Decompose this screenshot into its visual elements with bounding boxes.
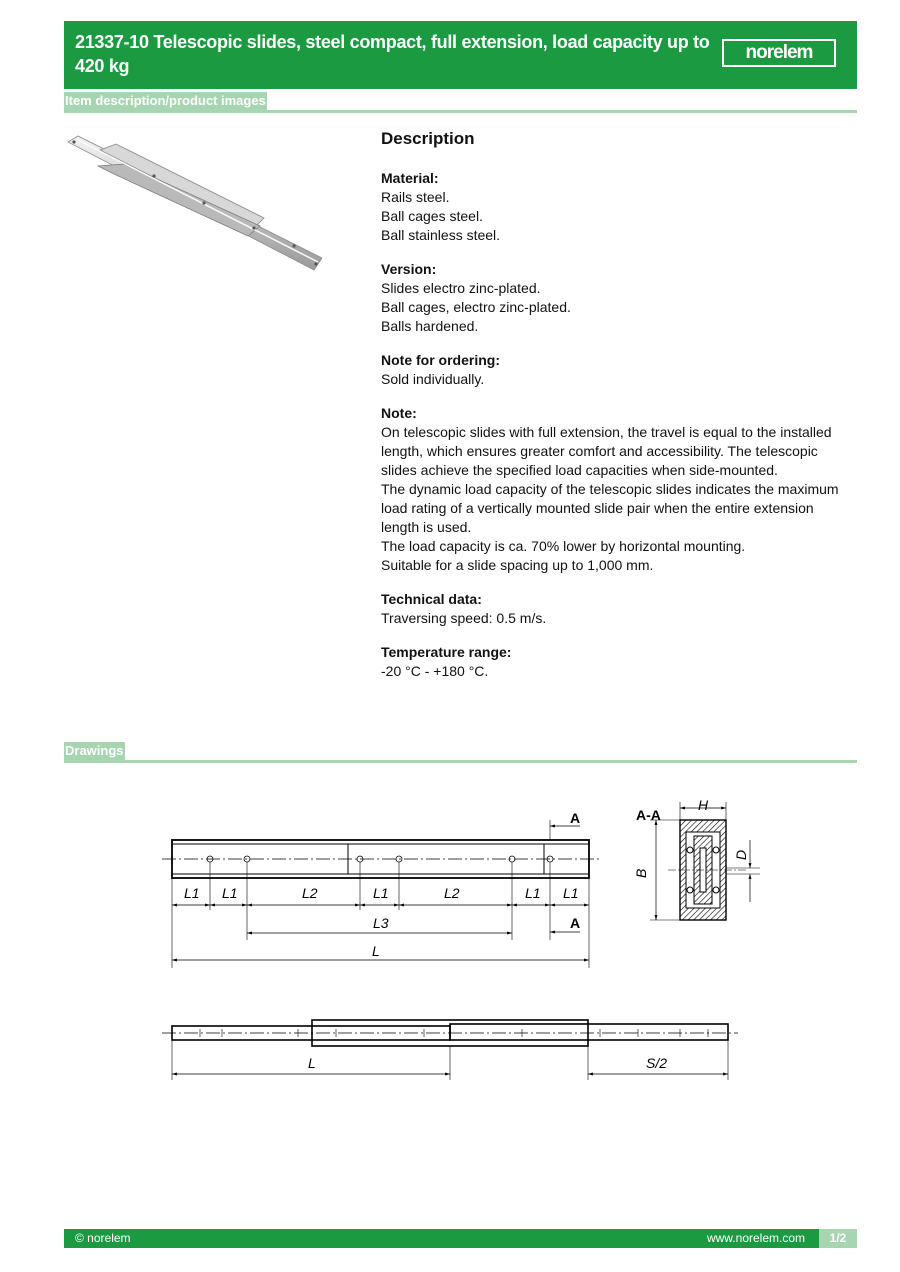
- material-label: Material:: [381, 170, 439, 186]
- ordering-block: [381, 351, 851, 389]
- version-line: Slides electro zinc-plated.: [381, 280, 541, 296]
- section-label-item-description: Item description/product images: [65, 93, 266, 108]
- ordering-text: Sold individually.: [381, 371, 485, 387]
- page-number: 1/2: [819, 1229, 857, 1248]
- note-label: Note:: [381, 405, 417, 421]
- dim-label-s2: S/2: [646, 1055, 668, 1071]
- description-heading: Description: [381, 129, 475, 148]
- dim-label-l1: L1: [222, 885, 238, 901]
- note-paragraph: Suitable for a slide spacing up to 1,000 mm.: [381, 557, 654, 573]
- dim-label-l1: L1: [184, 885, 200, 901]
- note-paragraph: On telescopic slides with full extension, the travel is equal to the installed length, which ensures greater comfort and accessibility. The telescopic slides achieve the specified load capacities when side-mounted.: [381, 424, 832, 478]
- product-image: [64, 128, 322, 278]
- page-footer: [64, 1229, 857, 1248]
- technical-text: Traversing speed: 0.5 m/s.: [381, 610, 547, 626]
- note-block: [381, 404, 851, 575]
- dim-label-l2: L2: [302, 885, 318, 901]
- material-line: Ball cages steel.: [381, 208, 483, 224]
- temperature-label: Temperature range:: [381, 644, 512, 660]
- footer-copyright: © norelem: [75, 1231, 131, 1245]
- technical-label: Technical data:: [381, 591, 482, 607]
- dim-label-l1: L1: [563, 885, 579, 901]
- product-title: 21337-10 Telescopic slides, steel compact, full extension, load capacity up to 420 kg: [75, 32, 710, 76]
- description-panel: [381, 128, 851, 696]
- material-block: [381, 169, 851, 245]
- dim-label-h: H: [698, 797, 709, 813]
- material-line: Ball stainless steel.: [381, 227, 501, 243]
- norelem-logo: norelem: [722, 39, 836, 67]
- note-paragraph: The dynamic load capacity of the telescopic slides indicates the maximum load rating of a vertically mounted slide pair when the entire extension length is used.: [381, 481, 839, 535]
- dim-label-b: B: [633, 868, 649, 878]
- technical-drawing: [160, 790, 760, 1090]
- dim-label-l: L: [372, 943, 380, 959]
- temperature-block: [381, 643, 851, 681]
- dim-label-l1: L1: [525, 885, 541, 901]
- dim-label-d: D: [733, 849, 749, 860]
- ordering-label: Note for ordering:: [381, 352, 500, 368]
- section-marker-a: A: [570, 810, 581, 826]
- page-header: [64, 21, 857, 89]
- dim-label-l2: L2: [444, 885, 460, 901]
- technical-block: [381, 590, 851, 628]
- section-view-label: A-A: [636, 807, 661, 823]
- footer-website-link[interactable]: www.norelem.com: [706, 1231, 805, 1245]
- version-block: [381, 260, 851, 336]
- dim-label-l: L: [308, 1055, 316, 1071]
- temperature-text: -20 °C - +180 °C.: [381, 663, 489, 679]
- version-line: Balls hardened.: [381, 318, 479, 334]
- section-marker-a: A: [570, 915, 581, 931]
- dim-label-l3: L3: [373, 915, 389, 931]
- material-line: Rails steel.: [381, 189, 450, 205]
- note-paragraph: The load capacity is ca. 70% lower by horizontal mounting.: [381, 538, 746, 554]
- section-label-drawings: Drawings: [65, 743, 124, 758]
- section-divider: [64, 110, 857, 113]
- version-label: Version:: [381, 261, 437, 277]
- section-divider: [64, 760, 857, 763]
- version-line: Ball cages, electro zinc-plated.: [381, 299, 571, 315]
- dim-label-l1: L1: [373, 885, 389, 901]
